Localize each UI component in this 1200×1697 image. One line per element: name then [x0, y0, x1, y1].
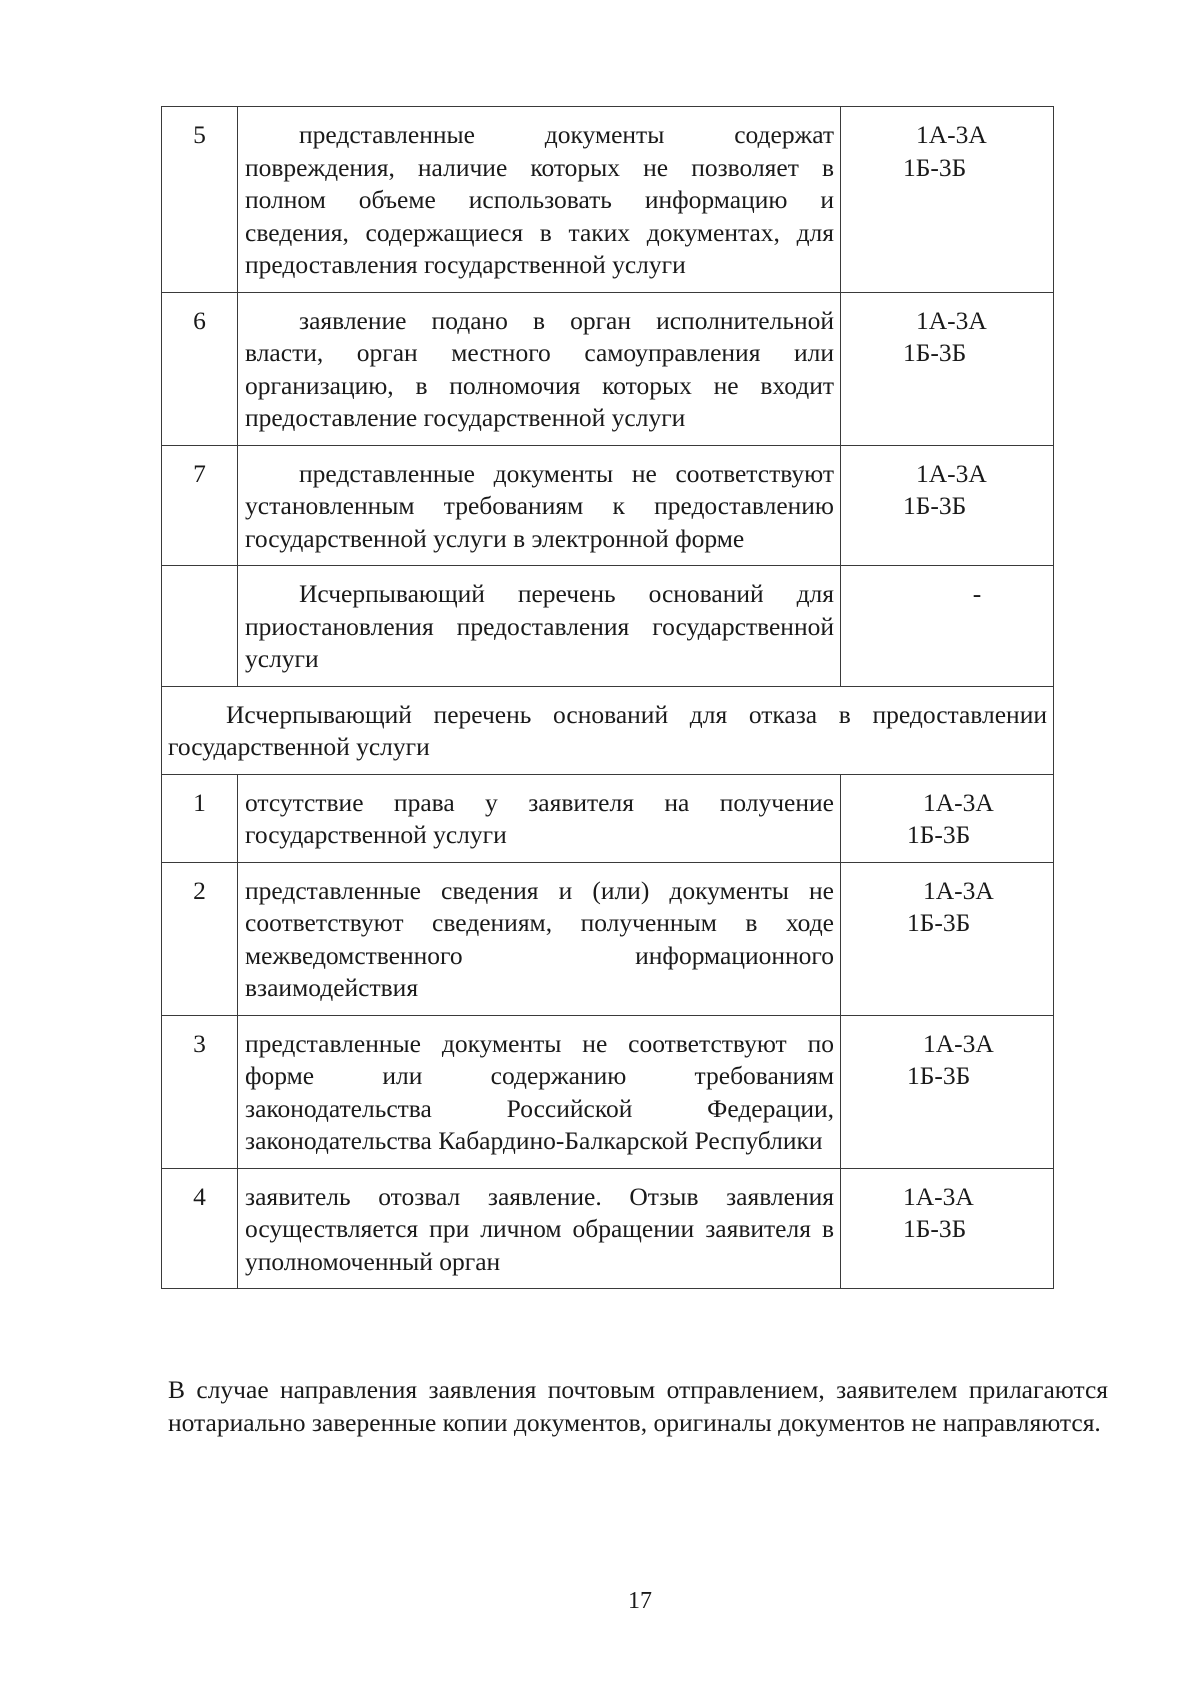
refusal-heading-row — [162, 686, 1054, 774]
code-a: 1А-3А — [903, 1181, 974, 1211]
code-b: 1Б-3Б — [907, 1061, 971, 1090]
row-number: 7 — [162, 445, 238, 566]
row-codes — [841, 566, 1054, 687]
footnote-paragraph: В случае направления заявления почтовым отправлением, заявителем прилагаются нотариально заверенные копии документов, оригиналы документов не направляются. — [168, 1375, 1108, 1437]
row-codes — [841, 774, 1054, 862]
row-text: заявление подано в орган исполнительной власти, орган местного самоуправления или организацию, в полномочия которых не входит предоставление государственной услуги — [238, 292, 841, 445]
table-row — [162, 445, 1054, 566]
code-a: 1А-3А — [916, 305, 987, 335]
table-row — [162, 774, 1054, 862]
code-a: 1А-3А — [916, 458, 987, 488]
row-number: 2 — [162, 862, 238, 1015]
row-codes — [841, 862, 1054, 1015]
suspension-row — [162, 566, 1054, 687]
code-a: 1А-3А — [923, 1028, 994, 1058]
row-number: 5 — [162, 107, 238, 293]
table-row — [162, 292, 1054, 445]
row-number: 3 — [162, 1015, 238, 1168]
code-b: 1Б-3Б — [903, 152, 967, 182]
row-codes — [841, 1168, 1054, 1289]
code-a: 1А-3А — [923, 875, 994, 905]
row-codes — [841, 445, 1054, 566]
table-row — [162, 1168, 1054, 1289]
row-number: 6 — [162, 292, 238, 445]
refusal-heading: Исчерпывающий перечень оснований для отказа в предоставлении государственной услуги — [162, 686, 1054, 774]
row-text: представленные документы не соответствуют по форме или содержанию требованиям законодательства Российской Федерации, законодательства Кабардино-Балкарской Республики — [238, 1015, 841, 1168]
row-text: представленные сведения и (или) документы не соответствуют сведениям, полученным в ходе межведомственного информационного взаимодействия — [238, 862, 841, 1015]
code-b: 1Б-3Б — [903, 1214, 967, 1243]
row-number: 1 — [162, 774, 238, 862]
code-b: 1Б-3Б — [903, 338, 967, 367]
row-text: представленные документы не соответствуют установленным требованиям к предоставлению государственной услуги в электронной форме — [238, 445, 841, 566]
suspension-text: Исчерпывающий перечень оснований для приостановления предоставления государственной услуги — [238, 566, 841, 687]
row-number: 4 — [162, 1168, 238, 1289]
table-row — [162, 862, 1054, 1015]
row-codes — [841, 292, 1054, 445]
code-dash: - — [972, 579, 982, 608]
code-a: 1А-3А — [916, 120, 987, 149]
code-b: 1Б-3Б — [907, 820, 971, 849]
row-number-empty — [162, 566, 238, 687]
row-text: представленные документы содержат повреждения, наличие которых не позволяет в полном объеме использовать информацию и сведения, содержащиеся в таких документах, для предоставления государственной услуги — [238, 107, 841, 293]
row-codes — [841, 107, 1054, 293]
grounds-table — [161, 106, 1054, 1289]
table-row — [162, 1015, 1054, 1168]
code-b: 1Б-3Б — [907, 908, 971, 937]
row-text: отсутствие права у заявителя на получение государственной услуги — [238, 774, 841, 862]
code-a: 1А-3А — [923, 787, 994, 817]
page-number: 17 — [628, 1588, 652, 1614]
table-row — [162, 107, 1054, 293]
row-codes — [841, 1015, 1054, 1168]
row-text: заявитель отозвал заявление. Отзыв заявления осуществляется при личном обращении заявителя в уполномоченный орган — [238, 1168, 841, 1289]
code-b: 1Б-3Б — [903, 491, 967, 520]
